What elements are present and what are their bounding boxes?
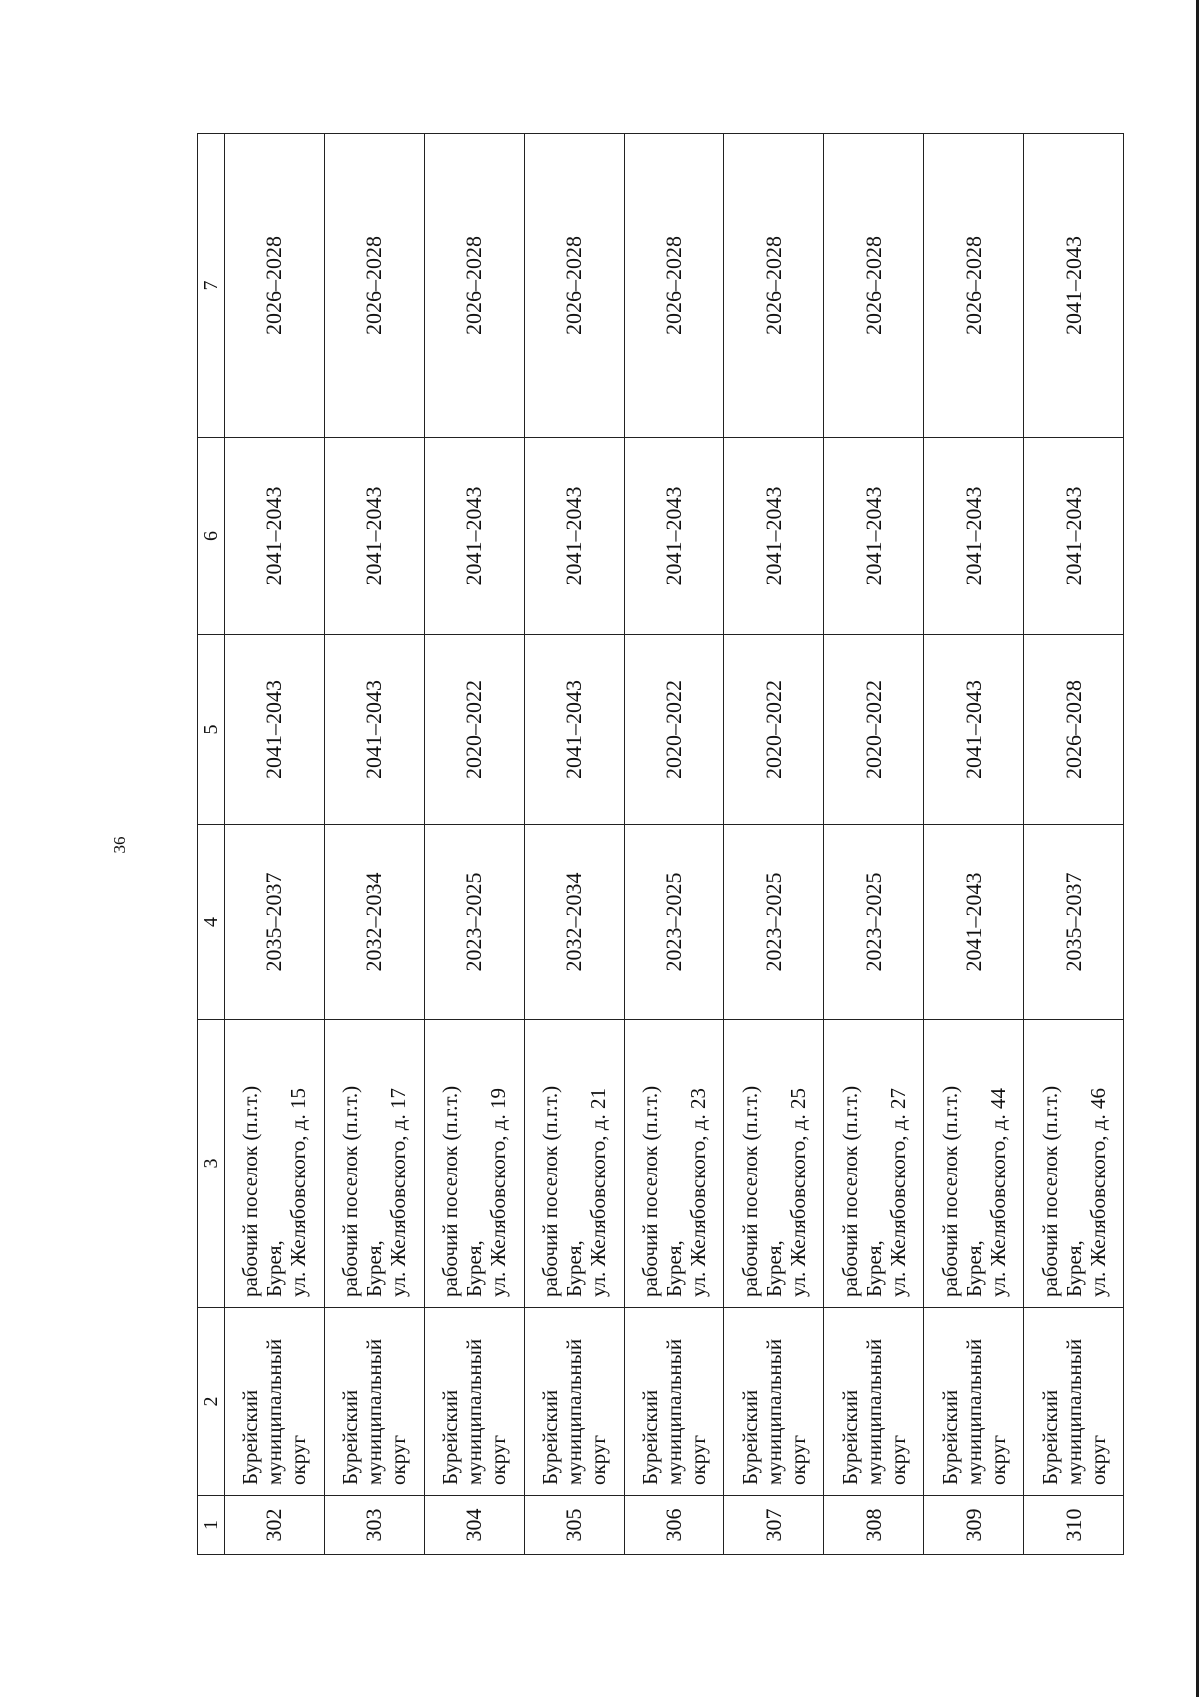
row-number-cell: 307: [724, 1496, 824, 1555]
address-line: рабочий поселок (п.г.т.): [438, 1085, 463, 1297]
address-line: Бурея,: [961, 1240, 986, 1297]
period-cell-col7: 2026–2028: [524, 134, 624, 438]
address-line: рабочий поселок (п.г.т.): [238, 1085, 263, 1297]
period-cell-col7: 2026–2028: [724, 134, 824, 438]
address-line: рабочий поселок (п.г.т.): [538, 1085, 563, 1297]
table-row: [524, 134, 624, 1555]
district-cell: [324, 1308, 424, 1496]
period-cell-col5: 2041–2043: [324, 635, 424, 825]
address-line: Бурея,: [462, 1240, 487, 1297]
table-row: [324, 134, 424, 1555]
row-number-cell: 303: [324, 1496, 424, 1555]
address-line: Бурея,: [562, 1240, 587, 1297]
address-line: рабочий поселок (п.г.т.): [937, 1085, 962, 1297]
district-line: муниципальный: [661, 1338, 686, 1485]
period-cell-col4: 2023–2025: [424, 825, 524, 1020]
district-line: Бурейский: [538, 1389, 563, 1485]
schedule-table: [197, 133, 1124, 1555]
period-cell-col5: 2020–2022: [624, 635, 724, 825]
district-line: муниципальный: [462, 1338, 487, 1485]
district-line: муниципальный: [961, 1338, 986, 1485]
period-cell-col6: 2041–2043: [924, 438, 1024, 635]
period-cell-col7: 2026–2028: [624, 134, 724, 438]
period-cell-col6: 2041–2043: [225, 438, 325, 635]
district-line: округ: [586, 1434, 611, 1485]
district-line: округ: [486, 1434, 511, 1485]
district-line: округ: [386, 1434, 411, 1485]
period-cell-col4: 2032–2034: [324, 825, 424, 1020]
period-cell-col7: 2041–2043: [1024, 134, 1124, 438]
period-cell-col6: 2041–2043: [824, 438, 924, 635]
period-cell-col6: 2041–2043: [324, 438, 424, 635]
table-row: [624, 134, 724, 1555]
column-header: 1: [198, 1496, 225, 1555]
address-line: Бурея,: [362, 1240, 387, 1297]
address-cell: [524, 1020, 624, 1308]
district-line: округ: [286, 1434, 311, 1485]
address-cell: [824, 1020, 924, 1308]
district-cell: [524, 1308, 624, 1496]
period-cell-col4: 2032–2034: [524, 825, 624, 1020]
district-line: Бурейский: [338, 1389, 363, 1485]
table-row: [1024, 134, 1124, 1555]
district-line: муниципальный: [362, 1338, 387, 1485]
district-line: Бурейский: [238, 1389, 263, 1485]
address-line: ул. Желябовского, д. 15: [286, 1088, 311, 1297]
district-line: Бурейский: [637, 1389, 662, 1485]
address-line: рабочий поселок (п.г.т.): [637, 1085, 662, 1297]
period-cell-col6: 2041–2043: [424, 438, 524, 635]
row-number-cell: 310: [1024, 1496, 1124, 1555]
district-line: округ: [1085, 1434, 1110, 1485]
period-cell-col7: 2026–2028: [324, 134, 424, 438]
address-cell: [225, 1020, 325, 1308]
address-line: Бурея,: [262, 1240, 287, 1297]
address-line: ул. Желябовского, д. 27: [885, 1088, 910, 1297]
row-number-cell: 305: [524, 1496, 624, 1555]
period-cell-col5: 2041–2043: [924, 635, 1024, 825]
table-frame: [197, 134, 1124, 1555]
district-line: Бурейский: [737, 1389, 762, 1485]
district-cell: [724, 1308, 824, 1496]
period-cell-col5: 2020–2022: [424, 635, 524, 825]
period-cell-col5: 2020–2022: [824, 635, 924, 825]
district-cell: [225, 1308, 325, 1496]
district-line: муниципальный: [761, 1338, 786, 1485]
address-line: ул. Желябовского, д. 17: [386, 1088, 411, 1297]
period-cell-col6: 2041–2043: [1024, 438, 1124, 635]
district-line: муниципальный: [861, 1338, 886, 1485]
period-cell-col4: 2035–2037: [1024, 825, 1124, 1020]
address-cell: [324, 1020, 424, 1308]
period-cell-col7: 2026–2028: [824, 134, 924, 438]
district-line: муниципальный: [1061, 1338, 1086, 1485]
table-row: [225, 134, 325, 1555]
period-cell-col5: 2041–2043: [225, 635, 325, 825]
district-line: Бурейский: [837, 1389, 862, 1485]
table-row: [824, 134, 924, 1555]
address-line: ул. Желябовского, д. 21: [586, 1088, 611, 1297]
district-line: округ: [785, 1434, 810, 1485]
district-line: Бурейский: [438, 1389, 463, 1485]
column-header: 4: [198, 825, 225, 1020]
address-line: рабочий поселок (п.г.т.): [837, 1085, 862, 1297]
period-cell-col4: 2023–2025: [824, 825, 924, 1020]
district-line: округ: [985, 1434, 1010, 1485]
district-cell: [424, 1308, 524, 1496]
address-line: рабочий поселок (п.г.т.): [338, 1085, 363, 1297]
address-line: Бурея,: [761, 1240, 786, 1297]
district-cell: [624, 1308, 724, 1496]
address-cell: [924, 1020, 1024, 1308]
period-cell-col7: 2026–2028: [225, 134, 325, 438]
period-cell-col5: 2020–2022: [724, 635, 824, 825]
address-line: ул. Желябовского, д. 44: [985, 1088, 1010, 1297]
district-cell: [824, 1308, 924, 1496]
district-line: Бурейский: [937, 1389, 962, 1485]
period-cell-col4: 2023–2025: [624, 825, 724, 1020]
period-cell-col5: 2026–2028: [1024, 635, 1124, 825]
row-number-cell: 306: [624, 1496, 724, 1555]
header-row: [198, 134, 225, 1555]
period-cell-col4: 2023–2025: [724, 825, 824, 1020]
address-line: ул. Желябовского, д. 25: [785, 1088, 810, 1297]
address-cell: [424, 1020, 524, 1308]
period-cell-col7: 2026–2028: [924, 134, 1024, 438]
column-header: 6: [198, 438, 225, 635]
address-line: Бурея,: [1061, 1240, 1086, 1297]
district-line: Бурейский: [1037, 1389, 1062, 1485]
address-line: рабочий поселок (п.г.т.): [737, 1085, 762, 1297]
table-body: [225, 134, 1124, 1555]
address-line: Бурея,: [661, 1240, 686, 1297]
row-number-cell: 302: [225, 1496, 325, 1555]
district-line: округ: [685, 1434, 710, 1485]
period-cell-col6: 2041–2043: [724, 438, 824, 635]
address-line: ул. Желябовского, д. 19: [486, 1088, 511, 1297]
table-row: [724, 134, 824, 1555]
row-number-cell: 309: [924, 1496, 1024, 1555]
page-number: 36: [110, 836, 129, 854]
column-header: 7: [198, 134, 225, 438]
period-cell-col5: 2041–2043: [524, 635, 624, 825]
address-cell: [724, 1020, 824, 1308]
address-line: Бурея,: [861, 1240, 886, 1297]
scan-edge: [1196, 0, 1199, 1697]
column-header: 2: [198, 1308, 225, 1496]
period-cell-col4: 2035–2037: [225, 825, 325, 1020]
district-line: округ: [885, 1434, 910, 1485]
address-cell: [1024, 1020, 1124, 1308]
period-cell-col7: 2026–2028: [424, 134, 524, 438]
period-cell-col6: 2041–2043: [624, 438, 724, 635]
table-row: [424, 134, 524, 1555]
row-number-cell: 308: [824, 1496, 924, 1555]
district-line: муниципальный: [562, 1338, 587, 1485]
address-line: ул. Желябовского, д. 23: [685, 1088, 710, 1297]
row-number-cell: 304: [424, 1496, 524, 1555]
address-line: рабочий поселок (п.г.т.): [1037, 1085, 1062, 1297]
table-row: [924, 134, 1024, 1555]
period-cell-col6: 2041–2043: [524, 438, 624, 635]
address-line: ул. Желябовского, д. 46: [1085, 1088, 1110, 1297]
district-cell: [1024, 1308, 1124, 1496]
period-cell-col4: 2041–2043: [924, 825, 1024, 1020]
address-cell: [624, 1020, 724, 1308]
column-header: 5: [198, 635, 225, 825]
column-header: 3: [198, 1020, 225, 1308]
district-line: муниципальный: [262, 1338, 287, 1485]
district-cell: [924, 1308, 1024, 1496]
